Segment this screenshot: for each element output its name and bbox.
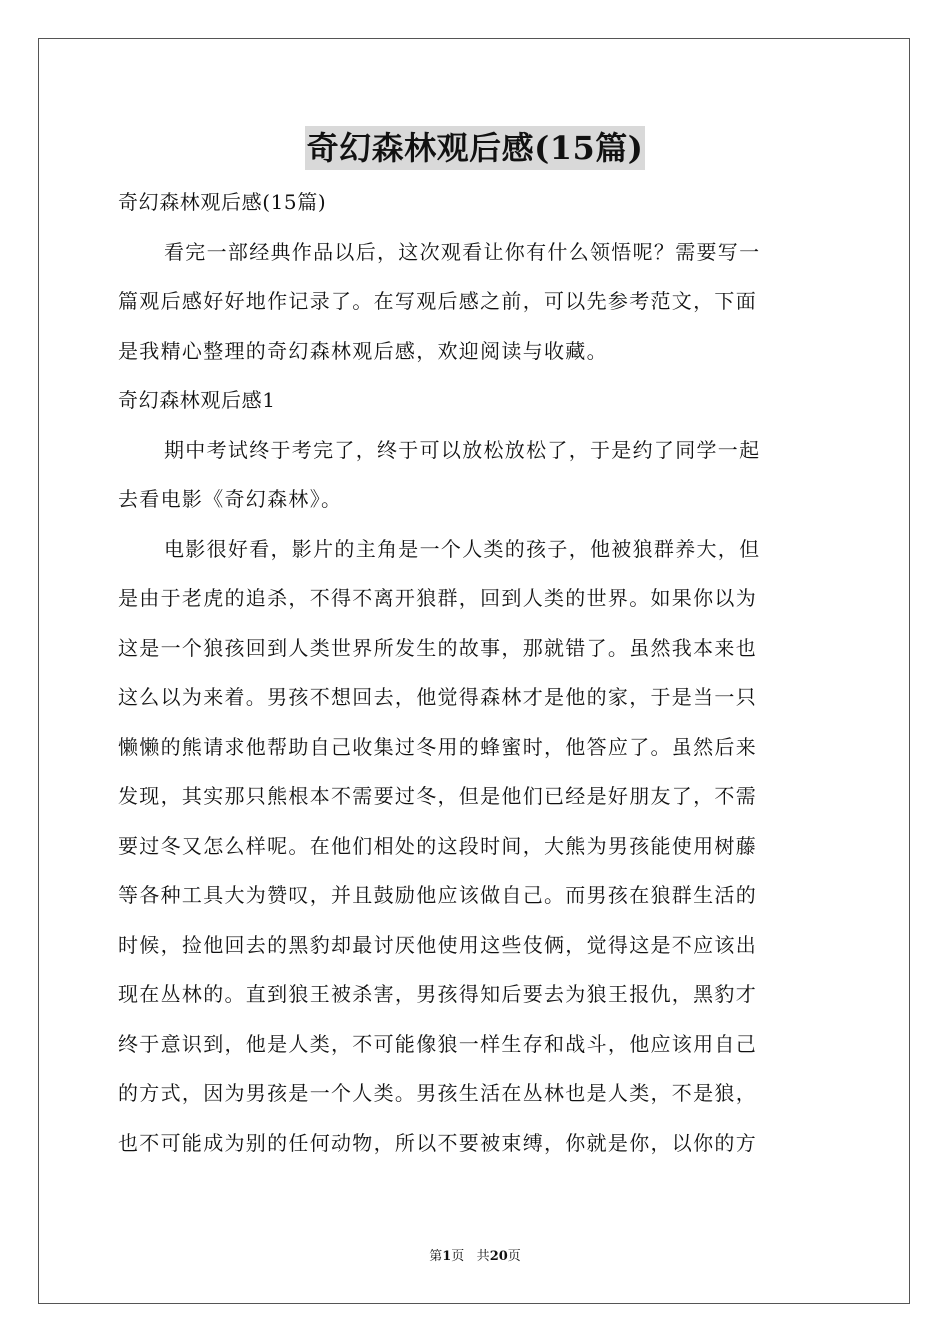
document-title: 奇幻森林观后感(15篇) <box>305 126 646 170</box>
text-line: 要过冬又怎么样呢。在他们相处的这段时间，大熊为男孩能使用树藤 <box>118 833 757 858</box>
text-line: 的方式，因为男孩是一个人类。男孩生活在丛林也是人类，不是狼， <box>118 1081 757 1105</box>
text-line: 等各种工具大为赞叹，并且鼓励他应该做自己。而男孩在狼群生活的 <box>118 883 757 907</box>
text-line: 期中考试终于考完了，终于可以放松放松了，于是约了同学一起 <box>164 437 761 462</box>
text-line: 是我精心整理的奇幻森林观后感，欢迎阅读与收藏。 <box>118 338 608 363</box>
footer-total-suffix: 页 <box>507 1249 521 1264</box>
section-heading: 奇幻森林观后感1 <box>118 388 276 412</box>
text-line: 去看电影《奇幻森林》。 <box>118 487 343 511</box>
text-line: 发现，其实那只熊根本不需要过冬，但是他们已经是好朋友了，不需 <box>118 784 757 808</box>
text-line: 也不可能成为别的任何动物，所以不要被束缚，你就是你，以你的方 <box>118 1130 757 1155</box>
document-body <box>118 178 834 1168</box>
text-line: 懒懒的熊请求他帮助自己收集过冬用的蜂蜜时，他答应了。虽然后来 <box>118 734 757 759</box>
footer-total-pages: 20 <box>489 1249 508 1264</box>
footer-page-number: 1 <box>442 1249 452 1264</box>
text-line: 电影很好看，影片的主角是一个人类的孩子，他被狼群养大，但 <box>164 536 761 561</box>
footer-total-prefix: 共 <box>476 1249 490 1264</box>
title-container <box>0 126 950 170</box>
text-line: 是由于老虎的追杀，不得不离开狼群，回到人类的世界。如果你以为 <box>118 586 757 610</box>
text-line: 时候，捡他回去的黑豹却最讨厌他使用这些伎俩，觉得这是不应该出 <box>118 932 757 957</box>
footer-page-prefix: 第 <box>429 1249 443 1264</box>
text-line: 看完一部经典作品以后，这次观看让你有什么领悟呢？需要写一 <box>164 239 761 264</box>
text-line: 这是一个狼孩回到人类世界所发生的故事，那就错了。虽然我本来也 <box>118 635 757 660</box>
text-line: 这么以为来着。男孩不想回去，他觉得森林才是他的家，于是当一只 <box>118 685 757 709</box>
section-heading: 奇幻森林观后感(15篇) <box>118 190 327 214</box>
page-footer <box>0 1248 950 1266</box>
footer-page-suffix: 页 <box>451 1249 465 1264</box>
text-line: 现在丛林的。直到狼王被杀害，男孩得知后要去为狼王报仇，黑豹才 <box>118 982 757 1006</box>
text-line: 篇观后感好好地作记录了。在写观后感之前，可以先参考范文，下面 <box>118 289 757 313</box>
text-line: 终于意识到，他是人类，不可能像狼一样生存和战斗，他应该用自己 <box>118 1031 757 1056</box>
